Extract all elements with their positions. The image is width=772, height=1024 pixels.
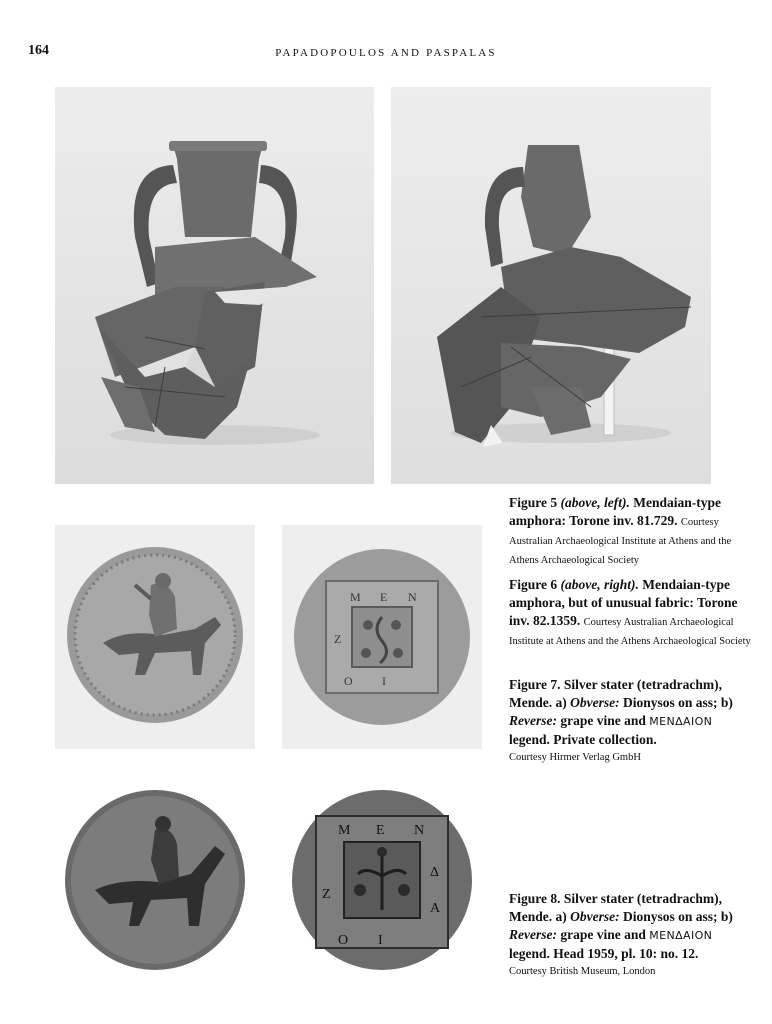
figure-6-title: Mendaian-type amphora, but of unusual fabric: Torone inv. 82.1359. — [509, 577, 738, 628]
coin-obverse-image — [55, 525, 255, 749]
figure-8b-reverse-photo — [282, 786, 482, 973]
figure-8a-obverse-photo — [55, 786, 255, 973]
figure-8-obverse-text: Dionysos on ass; b) — [622, 909, 733, 924]
figure-7-reverse-text: grape vine and — [560, 713, 646, 728]
figure-6-label: Figure 6 — [509, 577, 558, 592]
figure-7-reverse-label: Reverse: — [509, 713, 557, 728]
figure-5-position: (above, left). — [560, 495, 630, 510]
coin-letter: Μ — [338, 823, 351, 838]
figure-7-legend-word: ΜΕΝΔΑΙΟΝ — [649, 715, 713, 728]
figure-5-amphora-photo — [55, 87, 374, 484]
figure-8-credit: Courtesy British Museum, London — [509, 966, 656, 977]
coin-letter: Ο — [344, 674, 353, 688]
figure-6-amphora-photo — [391, 87, 711, 484]
coin-letter: Ν — [414, 823, 425, 838]
coin-reverse-image — [282, 525, 482, 749]
amphora-right-image — [391, 87, 711, 484]
figure-7a-obverse-photo — [55, 525, 255, 749]
figure-5-title: Mendaian-type amphora: Torone inv. 81.729. — [509, 495, 721, 528]
figure-7-caption — [509, 676, 753, 766]
amphora-left-image — [55, 87, 374, 484]
coin-letter: Ε — [380, 590, 388, 604]
figure-8-caption — [509, 890, 753, 980]
figure-7-legend-suffix: legend. Private collection. — [509, 732, 657, 747]
coin-letter: Ζ — [334, 632, 342, 646]
figure-8-reverse-label: Reverse: — [509, 927, 557, 942]
coin-letter: Ο — [338, 933, 349, 948]
figure-7-obverse-label: Obverse: — [570, 695, 620, 710]
coin-letter: Ζ — [322, 887, 331, 902]
figure-7-title: Figure 7. Silver stater (tetradrachm), Mende. a) — [509, 677, 722, 710]
coin-letter: Α — [430, 901, 441, 916]
figure-8-legend-word: ΜΕΝΔΑΙΟΝ — [649, 929, 713, 942]
coin-reverse-image — [282, 786, 482, 973]
figure-6-credit: Courtesy Australian Archaeological Institute at Athens and the Athens Archaeological Society — [509, 617, 751, 647]
figure-6-caption — [509, 576, 753, 650]
figure-5-caption — [509, 494, 753, 569]
figure-7-credit: Courtesy Hirmer Verlag GmbH — [509, 752, 641, 763]
coin-letter: Ε — [376, 823, 385, 838]
figure-5-label: Figure 5 — [509, 495, 558, 510]
figure-8-legend-suffix: legend. Head 1959, pl. 10: no. 12. — [509, 946, 699, 961]
coin-letter: Ι — [382, 674, 386, 688]
figure-5-credit: Courtesy Australian Archaeological Institute at Athens and the Athens Archaeological Society — [509, 517, 732, 566]
coin-letter: Μ — [350, 590, 361, 604]
figure-8-reverse-text: grape vine and — [560, 927, 646, 942]
figure-7b-reverse-photo — [282, 525, 482, 749]
coin-obverse-image — [55, 786, 255, 973]
page-number: 164 — [28, 43, 49, 58]
running-head: PAPADOPOULOS AND PASPALAS — [275, 47, 497, 59]
coin-letter: Ι — [378, 933, 383, 948]
figure-7-obverse-text: Dionysos on ass; b) — [622, 695, 733, 710]
figure-8-title: Figure 8. Silver stater (tetradrachm), Mende. a) — [509, 891, 722, 924]
coin-letter: Ν — [408, 590, 417, 604]
coin-letter: Δ — [430, 865, 440, 880]
figure-6-position: (above, right). — [560, 577, 639, 592]
figure-8-obverse-label: Obverse: — [570, 909, 620, 924]
